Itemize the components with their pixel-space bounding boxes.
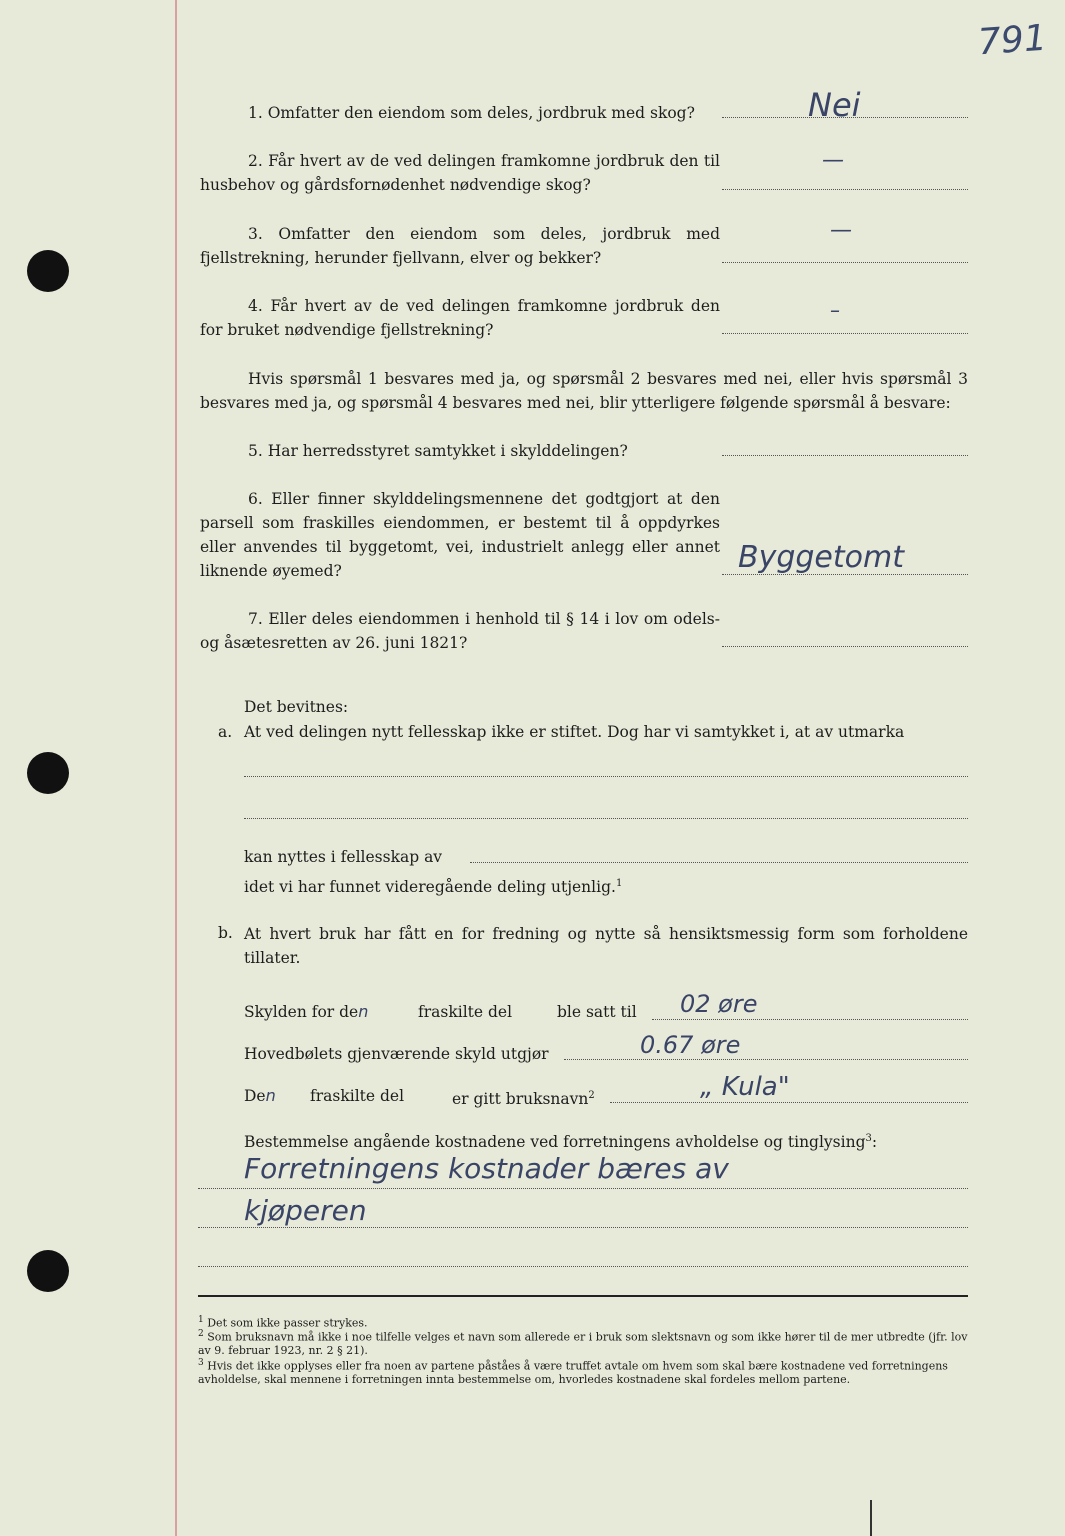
skyld-satt-label: ble satt til bbox=[557, 1003, 637, 1021]
footnote-2: $^2$ Som bruksnavn må ikke i noe tilfelle velges et navn som allerede er i bruk som slektsnavn og som ikke hører til de mer utbredte (jfr. lov av 9. februar 1923, nr. 2 § 21). bbox=[198, 1329, 968, 1357]
bruksnavn-value: „ Kula" bbox=[700, 1072, 790, 1102]
answer-4: – bbox=[830, 298, 840, 322]
kostnader-line-2: kjøperen bbox=[244, 1194, 367, 1227]
question-5: 5. Har herredsstyret samtykket i skylddelingen? bbox=[248, 442, 628, 460]
hovedbol-line bbox=[564, 1059, 968, 1060]
answer-line-7 bbox=[722, 646, 968, 647]
deling-note: idet vi har funnet videregående deling utjenlig.$^1$ bbox=[244, 878, 623, 897]
item-a-text: At ved delingen nytt fellesskap ikke er stiftet. Dog har vi samtykket i, at av utmarka bbox=[244, 723, 905, 741]
question-1: 1. Omfatter den eiendom som deles, jordbruk med skog? bbox=[248, 104, 695, 122]
item-a-marker: a. bbox=[218, 723, 233, 741]
kostnader-label: Bestemmelse angående kostnadene ved forretningens avholdelse og tinglysing$^3$: bbox=[244, 1133, 878, 1152]
skyld-fraskilte-label: fraskilte del bbox=[418, 1003, 513, 1021]
footnote-3: $^3$ Hvis det ikke opplyses eller fra noen av partene påståes å være truffet avtale om hvem som skal bære kostnadene ved forretningens avholdelse, skal mennene i forretningen innta bestemmelse om, hvorledes kostnadene skal fordeles mellom partene. bbox=[198, 1358, 948, 1386]
answer-line-2 bbox=[722, 189, 968, 190]
margin-tick bbox=[870, 1500, 872, 1536]
fellesskap-label: kan nyttes i fellesskap av bbox=[244, 848, 443, 866]
skyld-value: 02 øre bbox=[680, 990, 758, 1018]
answer-1: Nei bbox=[808, 86, 861, 124]
bevitnes-heading: Det bevitnes: bbox=[244, 698, 349, 716]
utmark-line-2 bbox=[244, 818, 968, 819]
instruction-text: Hvis spørsmål 1 besvares med ja, og spørsmål 2 besvares med nei, eller hvis spørsmål 3 besvares med ja, og spørsmål 4 besvares med nei, blir ytterligere følgende spørsmål å besvare: bbox=[200, 370, 968, 412]
question-2: 2. Får hvert av de ved delingen framkomne jordbruk den til husbehov og gårdsfornødenhet nødvendige skog? bbox=[200, 152, 720, 194]
page-number: 791 bbox=[976, 17, 1049, 64]
bruksnavn-fraskilte-label: fraskilte del bbox=[310, 1087, 405, 1105]
item-b-marker: b. bbox=[218, 924, 233, 942]
bruksnavn-de-label: Den bbox=[244, 1086, 276, 1105]
hovedbol-label: Hovedbølets gjenværende skyld utgjør bbox=[244, 1045, 549, 1063]
hovedbol-value: 0.67 øre bbox=[640, 1031, 741, 1059]
utmark-line-1 bbox=[244, 776, 968, 777]
question-4: 4. Får hvert av de ved delingen framkomne jordbruk den for bruket nødvendige fjellstrekning? bbox=[200, 297, 720, 339]
answer-line-5 bbox=[722, 455, 968, 456]
kostnader-rule-3 bbox=[198, 1266, 968, 1267]
question-3: 3. Omfatter den eiendom som deles, jordbruk med fjellstrekning, herunder fjellvann, elver og bekker? bbox=[200, 225, 720, 267]
punch-hole bbox=[27, 1250, 69, 1292]
bruksnavn-line bbox=[610, 1102, 968, 1103]
question-6: 6. Eller finner skylddelingsmennene det godtgjort at den parsell som fraskilles eiendommen, er bestemt til å oppdyrkes eller anvendes til byggetomt, vei, industrielt anlegg eller annet liknende øyemed? bbox=[200, 490, 720, 580]
bruksnavn-label: er gitt bruksnavn$^2$ bbox=[452, 1090, 595, 1109]
footnote-separator bbox=[198, 1295, 968, 1297]
footnote-1: $^1$ Det som ikke passer strykes. bbox=[198, 1315, 368, 1330]
punch-hole bbox=[27, 250, 69, 292]
question-7: 7. Eller deles eiendommen i henhold til § 14 i lov om odels- og åsætesretten av 26. juni 1821? bbox=[200, 610, 720, 652]
fellesskap-line bbox=[470, 862, 968, 863]
kostnader-rule-2 bbox=[198, 1227, 968, 1228]
answer-line-3 bbox=[722, 262, 968, 263]
skyld-line bbox=[652, 1019, 968, 1020]
skyld-label: Skylden for den bbox=[244, 1002, 369, 1021]
punch-hole bbox=[27, 752, 69, 794]
answer-line-4 bbox=[722, 333, 968, 334]
answer-6: Byggetomt bbox=[738, 540, 904, 575]
item-b-text: At hvert bruk har fått en for fredning og nytte så hensiktsmessig form som forholdene tillater. bbox=[244, 925, 968, 967]
answer-3: — bbox=[830, 218, 852, 243]
margin-line bbox=[175, 0, 177, 1536]
answer-2: — bbox=[822, 148, 844, 173]
kostnader-line-1: Forretningens kostnader bæres av bbox=[244, 1152, 729, 1185]
kostnader-rule-1 bbox=[198, 1188, 968, 1189]
